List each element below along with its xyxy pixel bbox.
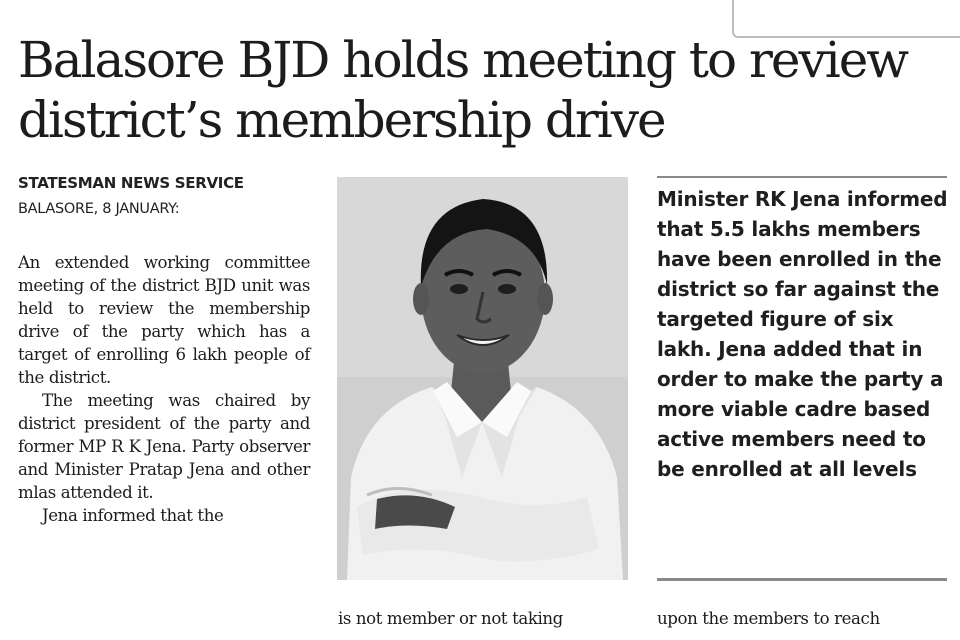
article-paragraph: An extended working committee meeting of the district BJD unit was held to review the membership drive of the party which has a target of enrolling 6 lakh people of the district. — [18, 253, 310, 387]
article-paragraph: is not member or not taking — [338, 609, 563, 628]
portrait-photo — [337, 177, 628, 580]
dateline: BALASORE, 8 JANUARY: — [18, 201, 180, 217]
pullquote: Minister RK Jena informed that 5.5 lakhs members have been enrolled in the district so far against the targeted figure of six lakh. Jena added that in order to make the party a more viable cadre based active members need to be enrolled at all levels — [657, 187, 948, 481]
pullquote-top-rule — [657, 176, 947, 178]
article-headline: Balasore BJD holds meeting to review district’s membership drive — [18, 31, 908, 149]
pullquote-bottom-rule — [657, 578, 947, 581]
article-column-right — [657, 607, 947, 630]
article-paragraph: upon the members to reach — [657, 609, 880, 628]
portrait-illustration — [337, 177, 628, 580]
article-column-middle — [338, 607, 630, 630]
article-paragraph: The meeting was chaired by district president of the party and former MP R K Jena. Party observer and Minister Pratap Jena and other mlas attended it. — [18, 391, 310, 502]
byline: STATESMAN NEWS SERVICE — [18, 174, 244, 192]
article-paragraph: Jena informed that the — [42, 506, 224, 525]
article-column-left — [18, 251, 310, 527]
